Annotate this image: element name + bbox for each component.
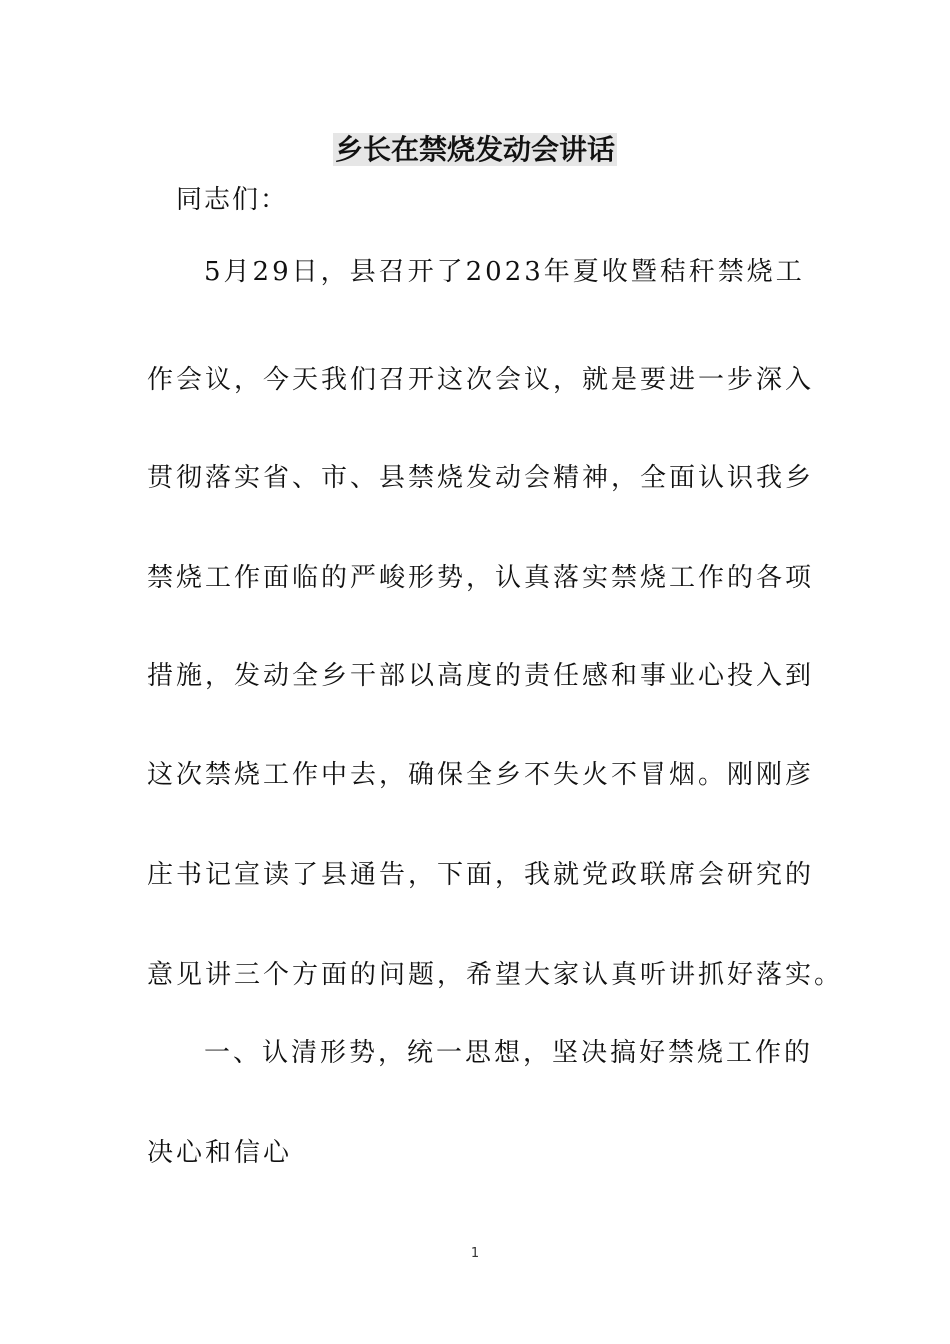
- document-title-text: 乡长在禁烧发动会讲话: [334, 133, 615, 166]
- page-number: 1: [470, 1246, 480, 1261]
- paragraph-line: 措施，发动全乡干部以高度的责任感和事业心投入到: [147, 661, 815, 691]
- section-heading-line: 决心和信心: [147, 1138, 293, 1168]
- document-title: [0, 130, 950, 170]
- paragraph-line: 禁烧工作面临的严峻形势，认真落实禁烧工作的各项: [147, 563, 815, 593]
- greeting: 同志们：: [176, 185, 289, 215]
- paragraph-line: 这次禁烧工作中去，确保全乡不失火不冒烟。刚刚彦: [147, 760, 815, 790]
- paragraph-line: 5月29日，县召开了2023年夏收暨秸秆禁烧工: [204, 257, 805, 287]
- paragraph-line: 作会议，今天我们召开这次会议，就是要进一步深入: [147, 365, 815, 395]
- section-heading-line: 一、认清形势，统一思想，坚决搞好禁烧工作的: [204, 1038, 814, 1068]
- paragraph-line: 庄书记宣读了县通告，下面，我就党政联席会研究的: [147, 860, 815, 890]
- paragraph-line: 贯彻落实省、市、县禁烧发动会精神，全面认识我乡: [147, 463, 815, 493]
- paragraph-line: 意见讲三个方面的问题，希望大家认真听讲抓好落实。: [147, 960, 844, 990]
